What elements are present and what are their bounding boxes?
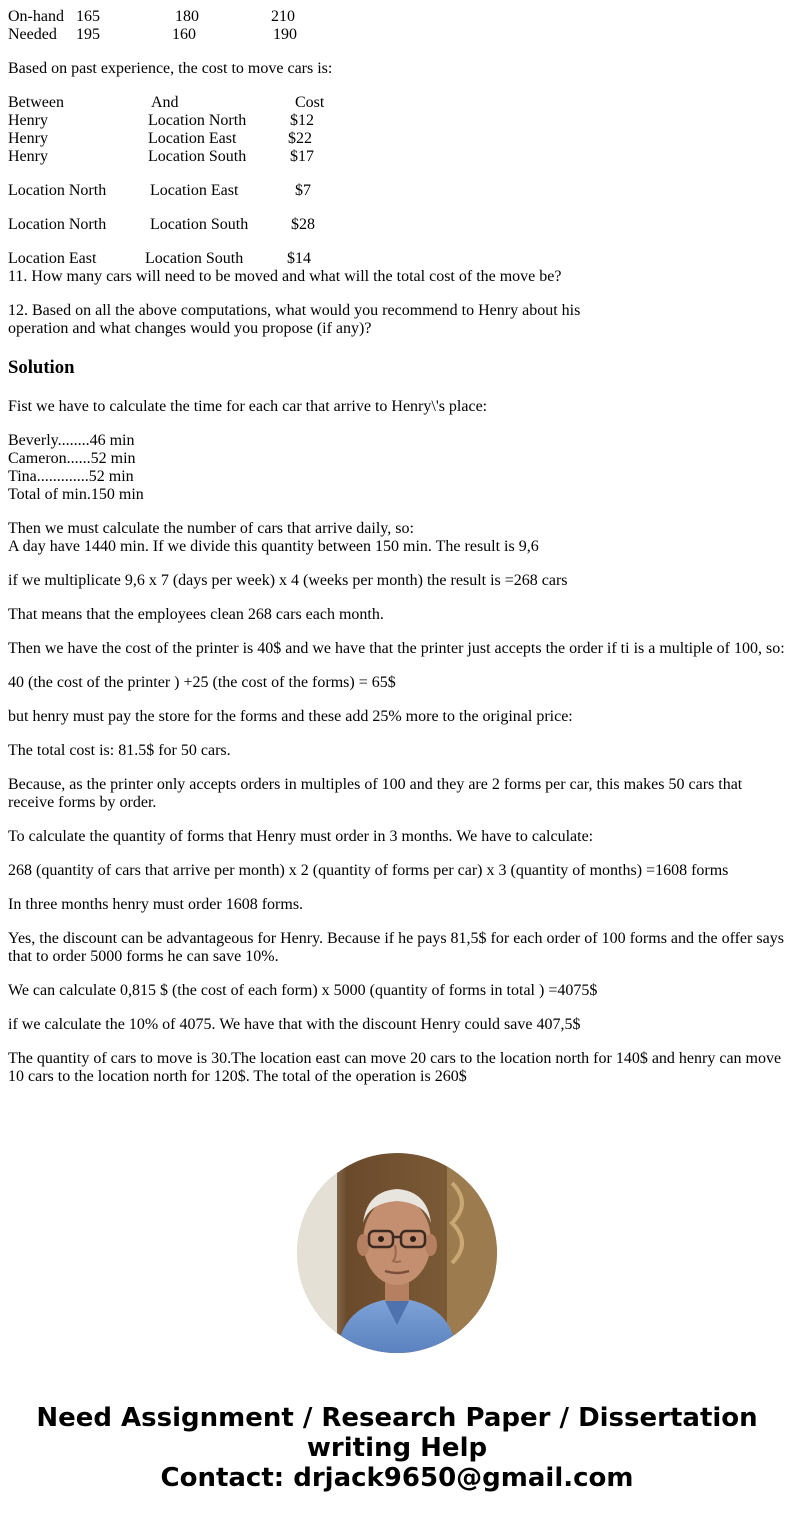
cost-row bbox=[8, 216, 786, 234]
solution-paragraph: That means that the employees clean 268 cars each month. bbox=[8, 606, 384, 623]
cost-row bbox=[8, 130, 786, 148]
solution-paragraph: if we calculate the 10% of 4075. We have that with the discount Henry could save 407,5$ bbox=[8, 1016, 581, 1033]
solution-paragraph: The quantity of cars to move is 30.The location east can move 20 cars to the location north for 140$ and henry can move bbox=[8, 1050, 782, 1067]
cell-between: Henry bbox=[8, 112, 48, 129]
cell-between: Location North bbox=[8, 216, 107, 233]
question-12-line2: operation and what changes would you propose (if any)? bbox=[8, 320, 372, 337]
cost-table bbox=[8, 94, 786, 268]
cell-and: Location South bbox=[145, 250, 244, 267]
solution-paragraph: We can calculate 0,815 $ (the cost of each form) x 5000 (quantity of forms in total ) =4075$ bbox=[8, 982, 598, 999]
cost-row bbox=[8, 182, 786, 200]
author-photo bbox=[297, 1153, 497, 1353]
time-item: Total of min.150 min bbox=[8, 486, 144, 503]
cell-between: Location East bbox=[8, 250, 97, 267]
cell-cost: $12 bbox=[290, 112, 314, 129]
time-item: Tina.............52 min bbox=[8, 468, 134, 485]
time-item: Cameron......52 min bbox=[8, 450, 136, 467]
inventory-row-onhand bbox=[8, 8, 786, 26]
cost-row bbox=[8, 112, 786, 130]
solution-paragraph: 268 (quantity of cars that arrive per month) x 2 (quantity of forms per car) x 3 (quantity of months) =1608 forms bbox=[8, 862, 729, 879]
cell-between: Location North bbox=[8, 182, 107, 199]
cost-row bbox=[8, 250, 786, 268]
solution-paragraph: that to order 5000 forms he can save 10%. bbox=[8, 948, 279, 965]
cell-and: Location North bbox=[148, 112, 247, 129]
solution-paragraph: 10 cars to the location north for 120$. The total of the operation is 260$ bbox=[8, 1068, 467, 1085]
cell: 195 bbox=[76, 26, 100, 43]
cell-cost: $17 bbox=[290, 148, 314, 165]
question-11: 11. How many cars will need to be moved and what will the total cost of the move be? bbox=[8, 268, 562, 285]
cost-row bbox=[8, 148, 786, 166]
cell: 180 bbox=[175, 8, 199, 25]
row-label: On-hand bbox=[8, 8, 64, 25]
solution-paragraph: To calculate the quantity of forms that Henry must order in 3 months. We have to calculate: bbox=[8, 828, 594, 845]
cell: 190 bbox=[273, 26, 297, 43]
solution-paragraph: but henry must pay the store for the forms and these add 25% more to the original price: bbox=[8, 708, 573, 725]
solution-paragraph: Fist we have to calculate the time for each car that arrive to Henry\'s place: bbox=[8, 398, 488, 415]
cell-and: Location East bbox=[150, 182, 239, 199]
banner-line: writing Help bbox=[306, 1433, 488, 1463]
cell-between: Henry bbox=[8, 130, 48, 147]
cell-cost: $22 bbox=[288, 130, 312, 147]
contact-email: Contact: drjack9650@gmail.com bbox=[160, 1463, 634, 1493]
cell: 210 bbox=[271, 8, 295, 25]
solution-paragraph: Yes, the discount can be advantageous for Henry. Because if he pays 81,5$ for each order of 100 forms and the offer says bbox=[8, 930, 784, 947]
cost-table-header bbox=[8, 94, 786, 112]
solution-paragraph: Because, as the printer only accepts orders in multiples of 100 and they are 2 forms per car, this makes 50 cars that bbox=[8, 776, 743, 793]
inventory-row-needed bbox=[8, 26, 786, 44]
cell-and: Location East bbox=[148, 130, 237, 147]
solution-paragraph: Then we must calculate the number of cars that arrive daily, so: bbox=[8, 520, 414, 537]
cell-cost: $7 bbox=[295, 182, 311, 199]
solution-paragraph: The total cost is: 81.5$ for 50 cars. bbox=[8, 742, 231, 759]
cell-between: Henry bbox=[8, 148, 48, 165]
contact-banner bbox=[0, 1403, 794, 1493]
header-cost: Cost bbox=[295, 94, 325, 111]
time-list bbox=[8, 432, 786, 504]
time-item: Beverly........46 min bbox=[8, 432, 135, 449]
solution-heading: Solution bbox=[8, 357, 75, 378]
cell-and: Location South bbox=[150, 216, 249, 233]
solution-paragraph: receive forms by order. bbox=[8, 794, 157, 811]
solution-paragraph: 40 (the cost of the printer ) +25 (the cost of the forms) = 65$ bbox=[8, 674, 396, 691]
solution-paragraph: A day have 1440 min. If we divide this quantity between 150 min. The result is 9,6 bbox=[8, 538, 539, 555]
banner-line: Need Assignment / Research Paper / Dissertation bbox=[36, 1403, 758, 1433]
solution-paragraph: Then we have the cost of the printer is 40$ and we have that the printer just accepts the order if ti is a multiple of 100, so: bbox=[8, 640, 785, 657]
solution-paragraph: if we multiplicate 9,6 x 7 (days per week) x 4 (weeks per month) the result is =268 cars bbox=[8, 572, 568, 589]
cell-cost: $28 bbox=[291, 216, 315, 233]
cell-cost: $14 bbox=[287, 250, 311, 267]
cell-and: Location South bbox=[148, 148, 247, 165]
header-between: Between bbox=[8, 94, 64, 111]
row-label: Needed bbox=[8, 26, 57, 43]
cost-intro: Based on past experience, the cost to move cars is: bbox=[8, 60, 333, 77]
question-12-line1: 12. Based on all the above computations, what would you recommend to Henry about his bbox=[8, 302, 581, 319]
header-and: And bbox=[151, 94, 179, 111]
cell: 165 bbox=[76, 8, 100, 25]
solution-paragraph: In three months henry must order 1608 forms. bbox=[8, 896, 304, 913]
cell: 160 bbox=[172, 26, 196, 43]
inventory-table bbox=[8, 8, 786, 44]
